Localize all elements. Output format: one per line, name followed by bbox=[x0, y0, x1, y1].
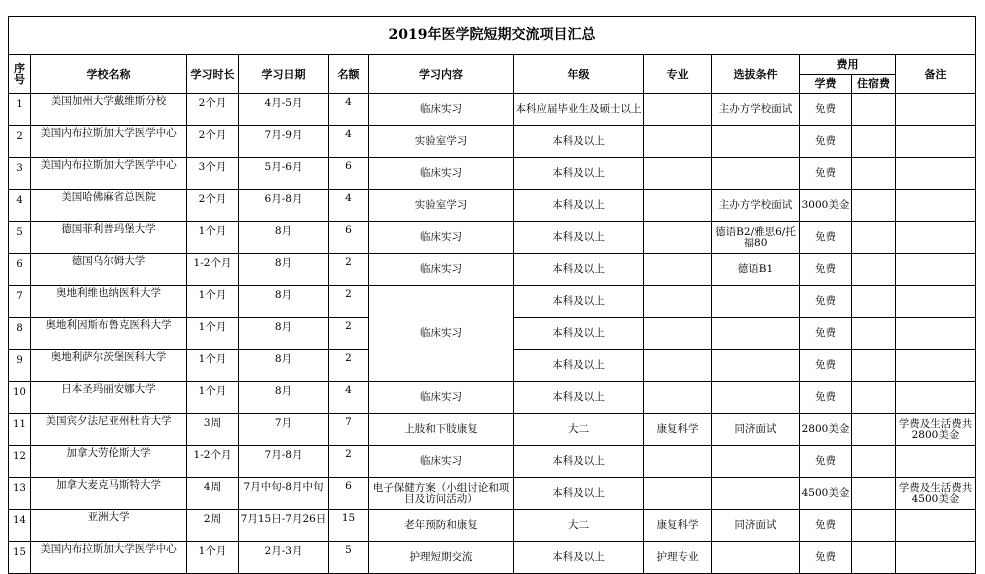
cell-housing bbox=[852, 414, 896, 446]
cell-housing bbox=[852, 542, 896, 574]
cell-major bbox=[644, 478, 712, 510]
cell-content: 上肢和下肢康复 bbox=[369, 414, 514, 446]
cell-tuition: 2800美金 bbox=[800, 414, 852, 446]
cell-housing bbox=[852, 126, 896, 158]
cell-criteria bbox=[712, 478, 800, 510]
cell-tuition: 免费 bbox=[800, 382, 852, 414]
cell-remarks bbox=[896, 350, 976, 382]
cell-duration: 2个月 bbox=[187, 126, 239, 158]
cell-dates: 7月中旬-8月中旬 bbox=[239, 478, 329, 510]
cell-dates: 7月 bbox=[239, 414, 329, 446]
cell-no: 2 bbox=[9, 126, 31, 158]
table-row bbox=[9, 190, 976, 222]
header-housing: 住宿费 bbox=[852, 74, 896, 94]
cell-grade: 本科及以上 bbox=[514, 190, 644, 222]
cell-duration: 1个月 bbox=[187, 222, 239, 254]
cell-dates: 4月-5月 bbox=[239, 94, 329, 126]
cell-quota: 2 bbox=[329, 318, 369, 350]
cell-quota: 4 bbox=[329, 126, 369, 158]
cell-housing bbox=[852, 158, 896, 190]
cell-major bbox=[644, 350, 712, 382]
cell-grade: 本科及以上 bbox=[514, 286, 644, 318]
cell-content: 临床实习 bbox=[369, 222, 514, 254]
cell-duration: 1个月 bbox=[187, 350, 239, 382]
header-fees: 费用 bbox=[800, 55, 896, 75]
cell-quota: 2 bbox=[329, 286, 369, 318]
cell-remarks bbox=[896, 222, 976, 254]
cell-tuition: 免费 bbox=[800, 510, 852, 542]
cell-tuition: 3000美金 bbox=[800, 190, 852, 222]
cell-duration: 3周 bbox=[187, 414, 239, 446]
cell-criteria bbox=[712, 158, 800, 190]
cell-duration: 1-2个月 bbox=[187, 254, 239, 286]
table-row bbox=[9, 222, 976, 254]
cell-duration: 1个月 bbox=[187, 318, 239, 350]
cell-major bbox=[644, 254, 712, 286]
cell-criteria bbox=[712, 126, 800, 158]
cell-housing bbox=[852, 254, 896, 286]
cell-grade: 本科及以上 bbox=[514, 222, 644, 254]
cell-tuition: 免费 bbox=[800, 126, 852, 158]
cell-school: 美国内布拉斯加大学医学中心 bbox=[31, 542, 187, 574]
header-tuition: 学费 bbox=[800, 74, 852, 94]
cell-duration: 1个月 bbox=[187, 286, 239, 318]
cell-major bbox=[644, 94, 712, 126]
cell-quota: 6 bbox=[329, 478, 369, 510]
header-grade: 年级 bbox=[514, 55, 644, 94]
cell-dates: 2月-3月 bbox=[239, 542, 329, 574]
cell-no: 10 bbox=[9, 382, 31, 414]
cell-quota: 6 bbox=[329, 158, 369, 190]
cell-tuition: 免费 bbox=[800, 542, 852, 574]
table-row bbox=[9, 254, 976, 286]
cell-major bbox=[644, 158, 712, 190]
cell-tuition: 免费 bbox=[800, 318, 852, 350]
cell-criteria bbox=[712, 318, 800, 350]
cell-remarks bbox=[896, 158, 976, 190]
cell-criteria: 主办方学校面试 bbox=[712, 190, 800, 222]
table-row bbox=[9, 158, 976, 190]
cell-dates: 6月-8月 bbox=[239, 190, 329, 222]
cell-no: 4 bbox=[9, 190, 31, 222]
cell-duration: 1个月 bbox=[187, 542, 239, 574]
cell-duration: 2个月 bbox=[187, 190, 239, 222]
cell-content: 临床实习 bbox=[369, 94, 514, 126]
cell-no: 15 bbox=[9, 542, 31, 574]
cell-criteria: 德语B2/雅思6/托福80 bbox=[712, 222, 800, 254]
cell-no: 9 bbox=[9, 350, 31, 382]
cell-criteria: 同济面试 bbox=[712, 414, 800, 446]
cell-major bbox=[644, 126, 712, 158]
cell-quota: 15 bbox=[329, 510, 369, 542]
cell-criteria bbox=[712, 350, 800, 382]
cell-content: 电子保健方案（小组讨论和项目及访问活动） bbox=[369, 478, 514, 510]
cell-criteria: 主办方学校面试 bbox=[712, 94, 800, 126]
cell-quota: 2 bbox=[329, 446, 369, 478]
cell-remarks: 学费及生活费共4500美金 bbox=[896, 478, 976, 510]
cell-major: 康复科学 bbox=[644, 414, 712, 446]
cell-tuition: 免费 bbox=[800, 94, 852, 126]
cell-school: 亚洲大学 bbox=[31, 510, 187, 542]
table-row bbox=[9, 286, 976, 318]
cell-dates: 8月 bbox=[239, 222, 329, 254]
cell-dates: 5月-6月 bbox=[239, 158, 329, 190]
cell-remarks: 学费及生活费共2800美金 bbox=[896, 414, 976, 446]
cell-grade: 本科及以上 bbox=[514, 350, 644, 382]
cell-remarks bbox=[896, 254, 976, 286]
cell-major bbox=[644, 446, 712, 478]
cell-criteria: 同济面试 bbox=[712, 510, 800, 542]
table-row bbox=[9, 126, 976, 158]
cell-remarks bbox=[896, 126, 976, 158]
table-row bbox=[9, 510, 976, 542]
cell-content: 护理短期交流 bbox=[369, 542, 514, 574]
cell-dates: 8月 bbox=[239, 318, 329, 350]
cell-school: 美国哈佛麻省总医院 bbox=[31, 190, 187, 222]
cell-grade: 大二 bbox=[514, 414, 644, 446]
cell-remarks bbox=[896, 318, 976, 350]
cell-school: 奥地利因斯布鲁克医科大学 bbox=[31, 318, 187, 350]
cell-school: 德国菲利普玛堡大学 bbox=[31, 222, 187, 254]
cell-quota: 2 bbox=[329, 254, 369, 286]
cell-quota: 6 bbox=[329, 222, 369, 254]
cell-dates: 7月-9月 bbox=[239, 126, 329, 158]
cell-no: 7 bbox=[9, 286, 31, 318]
cell-major bbox=[644, 382, 712, 414]
header-criteria: 选拔条件 bbox=[712, 55, 800, 94]
cell-school: 美国内布拉斯加大学医学中心 bbox=[31, 126, 187, 158]
cell-tuition: 免费 bbox=[800, 350, 852, 382]
table-row bbox=[9, 542, 976, 574]
cell-remarks bbox=[896, 94, 976, 126]
cell-tuition: 免费 bbox=[800, 254, 852, 286]
cell-school: 德国乌尔姆大学 bbox=[31, 254, 187, 286]
cell-remarks bbox=[896, 382, 976, 414]
cell-school: 美国加州大学戴维斯分校 bbox=[31, 94, 187, 126]
cell-content: 实验室学习 bbox=[369, 126, 514, 158]
cell-tuition: 免费 bbox=[800, 446, 852, 478]
cell-major: 护理专业 bbox=[644, 542, 712, 574]
cell-school: 加拿大劳伦斯大学 bbox=[31, 446, 187, 478]
cell-housing bbox=[852, 190, 896, 222]
cell-grade: 本科及以上 bbox=[514, 478, 644, 510]
cell-dates: 8月 bbox=[239, 350, 329, 382]
cell-grade: 大二 bbox=[514, 510, 644, 542]
cell-grade: 本科及以上 bbox=[514, 542, 644, 574]
cell-no: 3 bbox=[9, 158, 31, 190]
cell-dates: 7月15日-7月26日 bbox=[239, 510, 329, 542]
header-school: 学校名称 bbox=[31, 55, 187, 94]
cell-school: 美国内布拉斯加大学医学中心 bbox=[31, 158, 187, 190]
cell-grade: 本科应届毕业生及硕士以上 bbox=[514, 94, 644, 126]
cell-major bbox=[644, 222, 712, 254]
cell-grade: 本科及以上 bbox=[514, 318, 644, 350]
cell-quota: 2 bbox=[329, 350, 369, 382]
header-no: 序号 bbox=[9, 55, 31, 94]
cell-housing bbox=[852, 478, 896, 510]
table-title: 2019年医学院短期交流项目汇总 bbox=[9, 17, 976, 55]
cell-criteria bbox=[712, 542, 800, 574]
cell-quota: 4 bbox=[329, 94, 369, 126]
cell-content: 临床实习 bbox=[369, 158, 514, 190]
cell-housing bbox=[852, 94, 896, 126]
cell-remarks bbox=[896, 446, 976, 478]
spreadsheet bbox=[8, 16, 976, 574]
table-row bbox=[9, 446, 976, 478]
cell-housing bbox=[852, 510, 896, 542]
program-table bbox=[8, 16, 976, 574]
cell-grade: 本科及以上 bbox=[514, 446, 644, 478]
cell-housing bbox=[852, 446, 896, 478]
cell-duration: 4周 bbox=[187, 478, 239, 510]
cell-dates: 8月 bbox=[239, 382, 329, 414]
cell-no: 6 bbox=[9, 254, 31, 286]
cell-no: 14 bbox=[9, 510, 31, 542]
cell-major bbox=[644, 190, 712, 222]
cell-duration: 1-2个月 bbox=[187, 446, 239, 478]
cell-housing bbox=[852, 286, 896, 318]
table-row bbox=[9, 478, 976, 510]
header-quota: 名额 bbox=[329, 55, 369, 94]
cell-remarks bbox=[896, 190, 976, 222]
cell-no: 8 bbox=[9, 318, 31, 350]
cell-dates: 8月 bbox=[239, 286, 329, 318]
cell-quota: 4 bbox=[329, 382, 369, 414]
cell-dates: 8月 bbox=[239, 254, 329, 286]
header-content: 学习内容 bbox=[369, 55, 514, 94]
cell-school: 美国宾夕法尼亚州杜肯大学 bbox=[31, 414, 187, 446]
cell-school: 日本圣玛丽安娜大学 bbox=[31, 382, 187, 414]
cell-duration: 3个月 bbox=[187, 158, 239, 190]
cell-no: 5 bbox=[9, 222, 31, 254]
cell-housing bbox=[852, 382, 896, 414]
cell-remarks bbox=[896, 510, 976, 542]
cell-no: 1 bbox=[9, 94, 31, 126]
cell-no: 13 bbox=[9, 478, 31, 510]
cell-content: 临床实习 bbox=[369, 286, 514, 382]
cell-housing bbox=[852, 222, 896, 254]
cell-criteria bbox=[712, 446, 800, 478]
table-row bbox=[9, 382, 976, 414]
cell-criteria bbox=[712, 286, 800, 318]
cell-no: 11 bbox=[9, 414, 31, 446]
cell-tuition: 免费 bbox=[800, 286, 852, 318]
cell-content: 实验室学习 bbox=[369, 190, 514, 222]
header-remarks: 备注 bbox=[896, 55, 976, 94]
cell-school: 奥地利维也纳医科大学 bbox=[31, 286, 187, 318]
cell-criteria: 德语B1 bbox=[712, 254, 800, 286]
cell-grade: 本科及以上 bbox=[514, 158, 644, 190]
cell-content: 老年预防和康复 bbox=[369, 510, 514, 542]
cell-school: 奥地利萨尔茨堡医科大学 bbox=[31, 350, 187, 382]
cell-criteria bbox=[712, 382, 800, 414]
cell-major: 康复科学 bbox=[644, 510, 712, 542]
cell-content: 临床实习 bbox=[369, 254, 514, 286]
header-major: 专业 bbox=[644, 55, 712, 94]
cell-grade: 本科及以上 bbox=[514, 254, 644, 286]
cell-school: 加拿大麦克马斯特大学 bbox=[31, 478, 187, 510]
header-duration: 学习时长 bbox=[187, 55, 239, 94]
cell-housing bbox=[852, 318, 896, 350]
cell-grade: 本科及以上 bbox=[514, 126, 644, 158]
cell-duration: 1个月 bbox=[187, 382, 239, 414]
cell-content: 临床实习 bbox=[369, 382, 514, 414]
cell-remarks bbox=[896, 542, 976, 574]
cell-tuition: 免费 bbox=[800, 158, 852, 190]
cell-quota: 5 bbox=[329, 542, 369, 574]
cell-major bbox=[644, 286, 712, 318]
cell-quota: 4 bbox=[329, 190, 369, 222]
cell-tuition: 4500美金 bbox=[800, 478, 852, 510]
cell-remarks bbox=[896, 286, 976, 318]
cell-major bbox=[644, 318, 712, 350]
cell-dates: 7月-8月 bbox=[239, 446, 329, 478]
cell-quota: 7 bbox=[329, 414, 369, 446]
header-dates: 学习日期 bbox=[239, 55, 329, 94]
cell-duration: 2个月 bbox=[187, 94, 239, 126]
table-row bbox=[9, 414, 976, 446]
cell-housing bbox=[852, 350, 896, 382]
cell-tuition: 免费 bbox=[800, 222, 852, 254]
table-row bbox=[9, 94, 976, 126]
cell-no: 12 bbox=[9, 446, 31, 478]
cell-grade: 本科及以上 bbox=[514, 382, 644, 414]
cell-duration: 2周 bbox=[187, 510, 239, 542]
cell-content: 临床实习 bbox=[369, 446, 514, 478]
